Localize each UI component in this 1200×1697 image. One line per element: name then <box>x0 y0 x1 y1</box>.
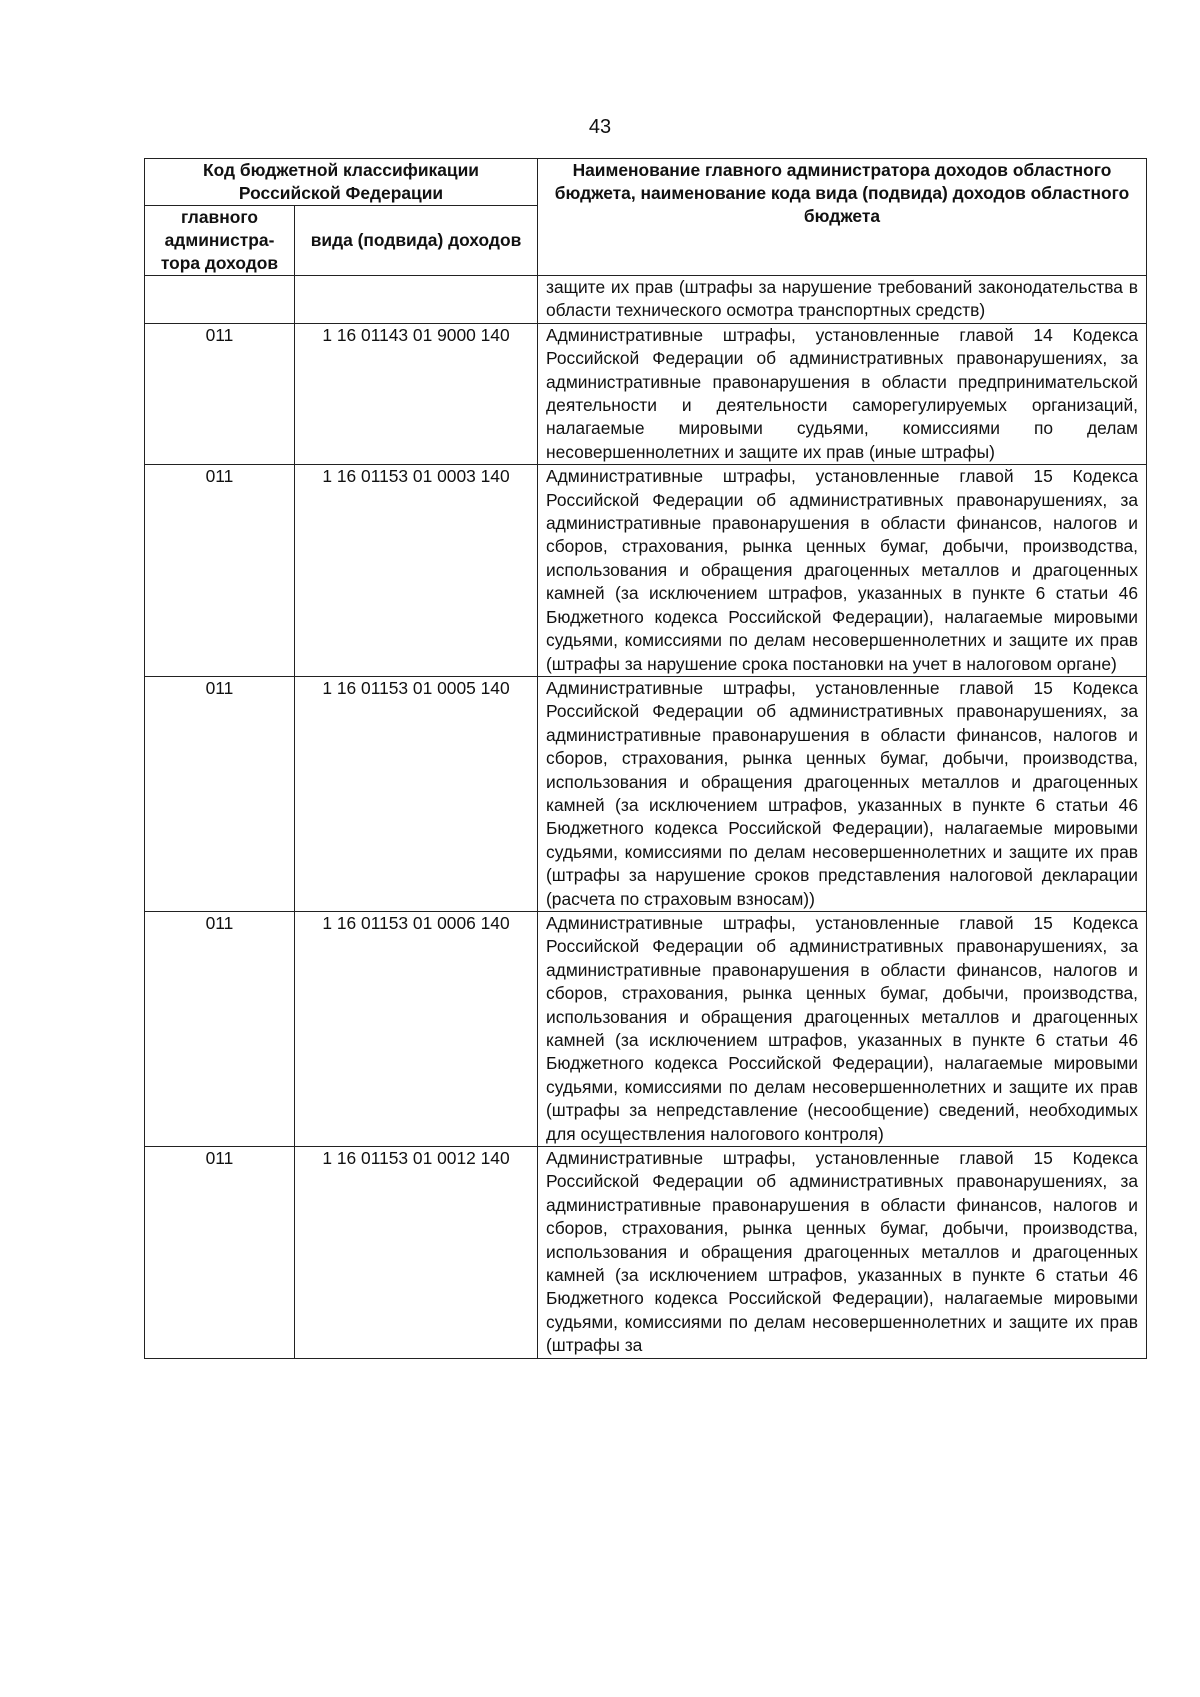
income-name-cell: Административные штрафы, установленные главой 15 Кодекса Российской Федерации об административных правонарушениях, за административные правонарушения в области финансов, налогов и сборов, страхования, рынка ценных бумаг, добычи, производства, использования и обращения драгоценных металлов и драгоценных камней (за исключением штрафов, указанных в пункте 6 статьи 46 Бюджетного кодекса Российской Федерации), налагаемые мировыми судьями, комиссиями по делам несовершеннолетних и защите их прав (штрафы за <box>538 1147 1147 1359</box>
income-name-cell: Административные штрафы, установленные главой 15 Кодекса Российской Федерации об административных правонарушениях, за административные правонарушения в области финансов, налогов и сборов, страхования, рынка ценных бумаг, добычи, производства, использования и обращения драгоценных металлов и драгоценных камней (за исключением штрафов, указанных в пункте 6 статьи 46 Бюджетного кодекса Российской Федерации), налагаемые мировыми судьями, комиссиями по делам несовершеннолетних и защите их прав (штрафы за непредставление (несообщение) сведений, необходимых для осуществления налогового контроля) <box>538 911 1147 1146</box>
table-row <box>145 465 1147 677</box>
table-row <box>145 276 1147 324</box>
header-code-group: Код бюджетной классификации Российской Федерации <box>145 159 538 206</box>
income-code-cell: 1 16 01153 01 0005 140 <box>295 676 538 911</box>
header-name: Наименование главного администратора доходов областного бюджета, наименование кода вида (подвида) доходов областного бюджета <box>538 159 1147 276</box>
income-name-cell: защите их прав (штрафы за нарушение требований законодательства в области технического осмотра транспортных средств) <box>538 276 1147 324</box>
income-name-cell: Административные штрафы, установленные главой 15 Кодекса Российской Федерации об административных правонарушениях, за административные правонарушения в области финансов, налогов и сборов, страхования, рынка ценных бумаг, добычи, производства, использования и обращения драгоценных металлов и драгоценных камней (за исключением штрафов, указанных в пункте 6 статьи 46 Бюджетного кодекса Российской Федерации), налагаемые мировыми судьями, комиссиями по делам несовершеннолетних и защите их прав (штрафы за нарушение сроков представления налоговой декларации (расчета по страховым взносам)) <box>538 676 1147 911</box>
income-code-cell: 1 16 01143 01 9000 140 <box>295 323 538 464</box>
admin-code-cell: 011 <box>145 676 295 911</box>
table-row <box>145 676 1147 911</box>
income-code-cell: 1 16 01153 01 0006 140 <box>295 911 538 1146</box>
table-header-row <box>145 159 1147 206</box>
income-name-cell: Административные штрафы, установленные главой 14 Кодекса Российской Федерации об административных правонарушениях, за административные правонарушения в области предпринимательской деятельности и деятельности саморегулируемых организаций, налагаемые мировыми судьями, комиссиями по делам несовершеннолетних и защите их прав (иные штрафы) <box>538 323 1147 464</box>
table-row <box>145 1147 1147 1359</box>
admin-code-cell: 011 <box>145 911 295 1146</box>
table-row <box>145 323 1147 464</box>
admin-code-cell: 011 <box>145 465 295 677</box>
income-name-cell: Административные штрафы, установленные главой 15 Кодекса Российской Федерации об административных правонарушениях, за административные правонарушения в области финансов, налогов и сборов, страхования, рынка ценных бумаг, добычи, производства, использования и обращения драгоценных металлов и драгоценных камней (за исключением штрафов, указанных в пункте 6 статьи 46 Бюджетного кодекса Российской Федерации), налагаемые мировыми судьями, комиссиями по делам несовершеннолетних и защите их прав (штрафы за нарушение срока постановки на учет в налоговом органе) <box>538 465 1147 677</box>
admin-code-cell: 011 <box>145 323 295 464</box>
income-code-cell <box>295 276 538 324</box>
header-type-code: вида (подвида) доходов <box>295 206 538 276</box>
page-number: 43 <box>588 116 612 138</box>
income-code-cell: 1 16 01153 01 0012 140 <box>295 1147 538 1359</box>
budget-classification-table <box>144 158 1147 1359</box>
income-code-cell: 1 16 01153 01 0003 140 <box>295 465 538 677</box>
admin-code-cell <box>145 276 295 324</box>
table-row <box>145 911 1147 1146</box>
header-admin-code: главного администра-тора доходов <box>145 206 295 276</box>
admin-code-cell: 011 <box>145 1147 295 1359</box>
